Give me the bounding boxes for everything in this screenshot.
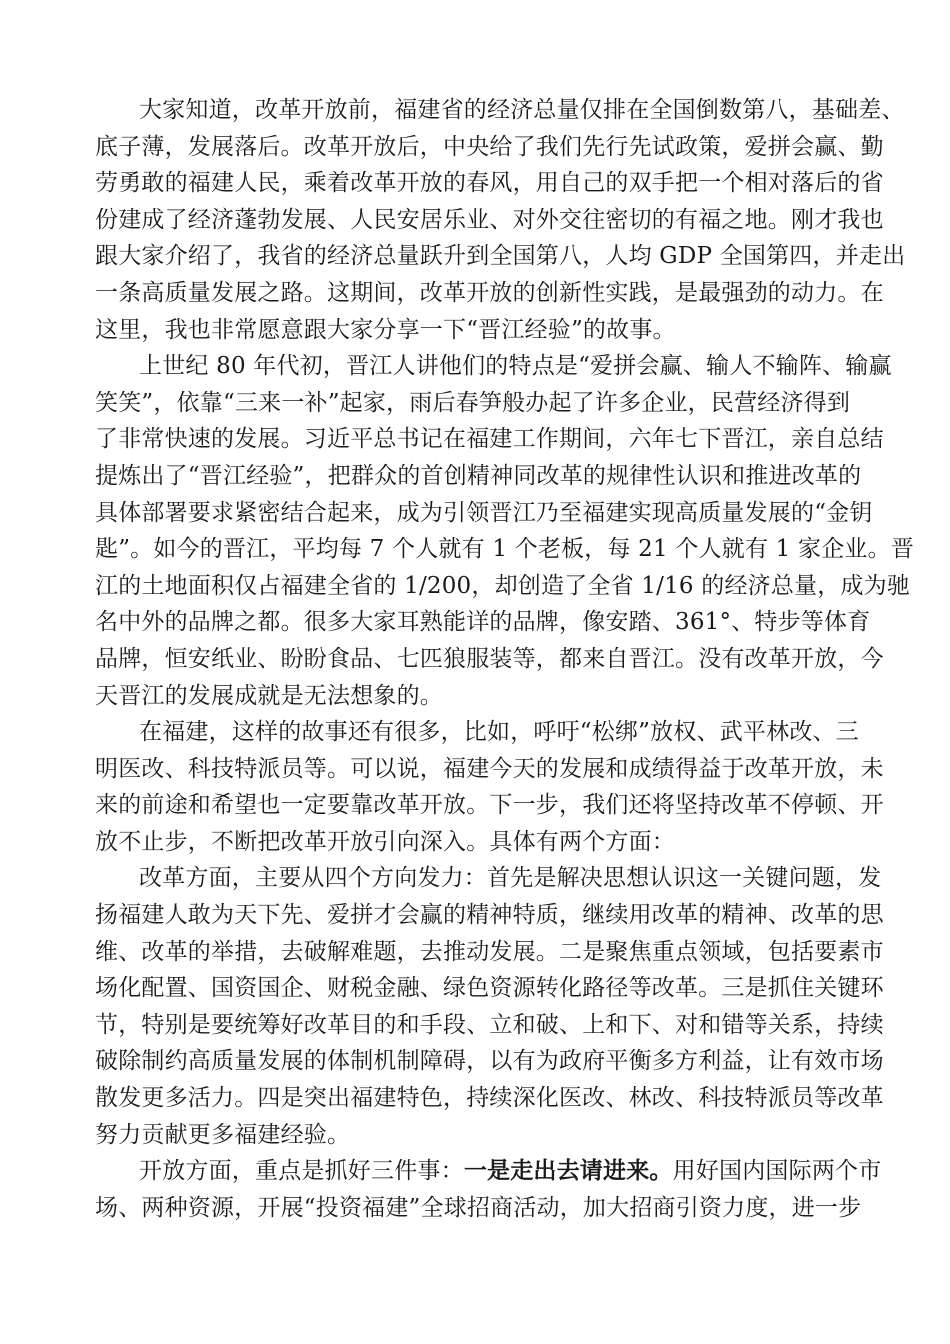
paragraph <box>95 92 906 348</box>
text-line: 改革方面，主要从四个方向发力：首先是解决思想认识这一关键问题，发 <box>139 865 882 892</box>
text-line: 维、改革的举措，去破解难题，去推动发展。二是聚焦重点领域，包括要素市 <box>95 938 884 965</box>
text-line: 江的土地面积仅占福建全省的 1/200，却创造了全省 1/16 的经济总量，成为驰 <box>95 572 911 599</box>
text-line: 在福建，这样的故事还有很多，比如，呼吁“松绑”放权、武平林改、三 <box>139 719 859 746</box>
text-line: 匙”。如今的晋江，平均每 7 个人就有 1 个老板，每 21 个人就有 1 家企业。晋 <box>95 536 915 563</box>
text-line: 名中外的品牌之都。很多大家耳熟能详的品牌，像安踏、361°、特步等体育 <box>95 609 871 636</box>
text-line: 努力贡献更多福建经验。 <box>95 1121 351 1148</box>
text-line: 上世纪 80 年代初，晋江人讲他们的特点是“爱拼会赢、输人不输阵、输赢 <box>139 353 892 380</box>
text-line: 明医改、科技特派员等。可以说，福建今天的发展和成绩得益于改革开放，未 <box>95 755 884 782</box>
text-line: 节，特别是要统筹好改革目的和手段、立和破、上和下、对和错等关系，持续 <box>95 1011 884 1038</box>
text-line: 扬福建人敢为天下先、爱拼才会赢的精神特质，继续用改革的精神、改革的思 <box>95 902 884 929</box>
text-run: 用好国内国际两个市 <box>672 1158 882 1185</box>
emphasis-text: 一是走出去请进来。 <box>463 1157 673 1185</box>
paragraph <box>95 348 915 714</box>
text-line: 这里，我也非常愿意跟大家分享一下“晋江经验”的故事。 <box>95 316 676 343</box>
text-run: 开放方面，重点是抓好三件事： <box>139 1158 464 1185</box>
text-line: 天晋江的发展成就是无法想象的。 <box>95 682 443 709</box>
paragraph <box>95 860 884 1153</box>
text-line: 具体部署要求紧密结合起来，成为引领晋江乃至福建实现高质量发展的“金钥 <box>95 499 873 526</box>
text-line: 一条高质量发展之路。这期间，改革开放的创新性实践，是最强劲的动力。在 <box>95 279 884 306</box>
text-line: 提炼出了“晋江经验”，把群众的首创精神同改革的规律性认识和推进改革的 <box>95 462 862 489</box>
text-line: 底子薄，发展落后。改革开放后，中央给了我们先行先试政策，爱拼会赢、勤 <box>95 133 884 160</box>
text-line: 破除制约高质量发展的体制机制障碍，以有为政府平衡多方利益，让有效市场 <box>95 1048 884 1075</box>
text-line: 跟大家介绍了，我省的经济总量跃升到全国第八，人均 GDP 全国第四，并走出 <box>95 243 906 270</box>
text-line: 来的前途和希望也一定要靠改革开放。下一步，我们还将坚持改革不停顿、开 <box>95 792 884 819</box>
text-line: 散发更多活力。四是突出福建特色，持续深化医改、林改、科技特派员等改革 <box>95 1085 884 1112</box>
document-body <box>95 92 915 1226</box>
text-line: 了非常快速的发展。习近平总书记在福建工作期间，六年七下晋江，亲自总结 <box>95 426 884 453</box>
text-line: 场化配置、国资国企、财税金融、绿色资源转化路径等改革。三是抓住关键环 <box>95 975 884 1002</box>
text-line: 场、两种资源，开展“投资福建”全球招商活动，加大招商引资力度，进一步 <box>95 1194 862 1221</box>
text-line <box>95 1153 882 1190</box>
paragraph <box>95 1153 882 1226</box>
text-line: 笑笑”，依靠“三来一补”起家，雨后春笋般办起了许多企业，民营经济得到 <box>95 389 851 416</box>
text-line: 份建成了经济蓬勃发展、人民安居乐业、对外交往密切的有福之地。刚才我也 <box>95 206 884 233</box>
paragraph <box>95 714 884 860</box>
text-line: 品牌，恒安纸业、盼盼食品、七匹狼服装等，都来自晋江。没有改革开放，今 <box>95 645 884 672</box>
text-line: 劳勇敢的福建人民，乘着改革开放的春风，用自己的双手把一个相对落后的省 <box>95 170 884 197</box>
text-line: 放不止步，不断把改革开放引向深入。具体有两个方面： <box>95 828 675 855</box>
text-line: 大家知道，改革开放前，福建省的经济总量仅排在全国倒数第八，基础差、 <box>139 97 905 123</box>
